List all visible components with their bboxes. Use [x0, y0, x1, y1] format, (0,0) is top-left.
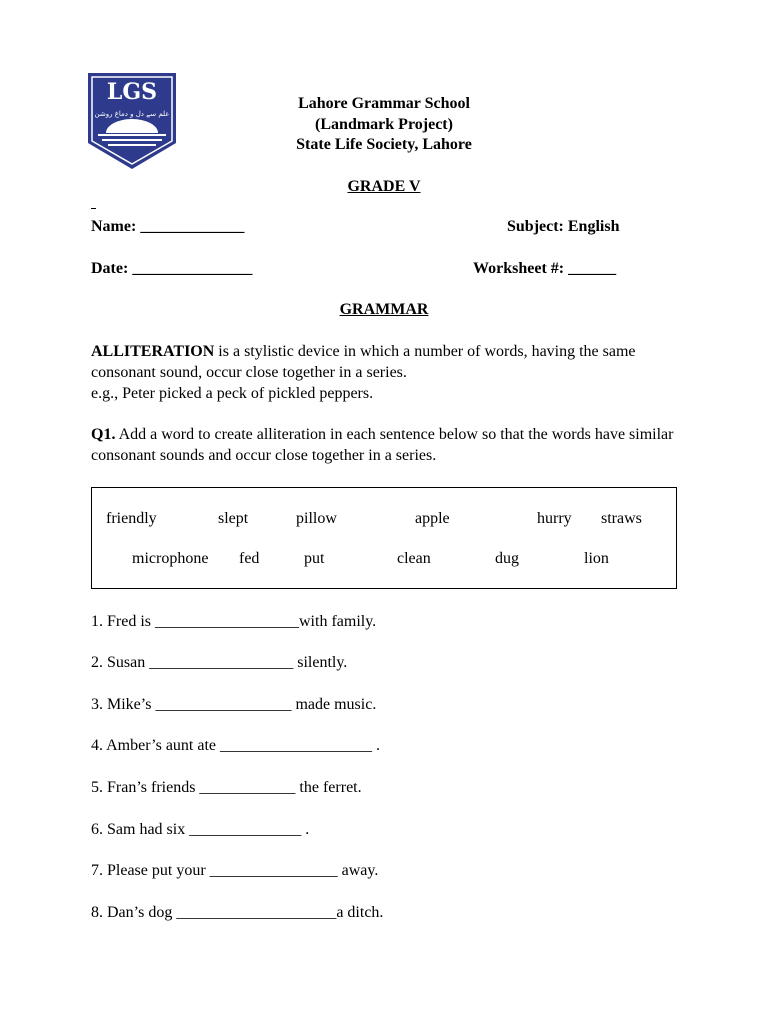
- item-text: Fred is __________________with family.: [103, 613, 377, 630]
- exercise-item-5[interactable]: [91, 778, 362, 798]
- question-paragraph: [91, 425, 681, 466]
- word-bank-item: microphone: [132, 550, 209, 567]
- item-number: 4.: [91, 737, 103, 754]
- definition-term: ALLITERATION: [91, 343, 215, 360]
- item-text: Fran’s friends ____________ the ferret.: [103, 779, 362, 796]
- worksheet-field[interactable]: Worksheet #: ______: [473, 260, 617, 277]
- grade-heading: GRADE V: [347, 178, 421, 195]
- stray-mark: [91, 208, 96, 209]
- word-bank-item: pillow: [296, 510, 337, 527]
- word-bank-item: dug: [495, 550, 519, 567]
- logo-text: LGS: [106, 79, 158, 105]
- name-field[interactable]: Name: _____________: [91, 218, 245, 235]
- date-field[interactable]: Date: _______________: [91, 260, 253, 277]
- school-name: Lahore Grammar School: [298, 95, 470, 112]
- definition-example: e.g., Peter picked a peck of pickled peppers.: [91, 385, 374, 402]
- exercise-item-1[interactable]: [91, 612, 376, 632]
- subject-field: Subject: English: [507, 218, 620, 235]
- item-text: Sam had six ______________ .: [103, 821, 310, 838]
- word-bank-item: hurry: [537, 510, 572, 527]
- item-number: 8.: [91, 904, 103, 921]
- word-bank-item: straws: [601, 510, 642, 527]
- item-text: Dan’s dog ____________________a ditch.: [103, 904, 384, 921]
- item-number: 5.: [91, 779, 103, 796]
- item-number: 7.: [91, 862, 103, 879]
- school-location: State Life Society, Lahore: [296, 136, 472, 153]
- item-text: Amber’s aunt ate ___________________ .: [103, 737, 381, 754]
- question-text: Add a word to create alliteration in each sentence below so that the words have similar consonant sounds and occur close together in a series.: [91, 426, 674, 464]
- item-text: Please put your ________________ away.: [103, 862, 379, 879]
- item-number: 2.: [91, 654, 103, 671]
- word-bank-item: friendly: [106, 510, 157, 527]
- item-text: Mike’s _________________ made music.: [103, 696, 377, 713]
- word-bank-item: lion: [584, 550, 609, 567]
- item-number: 3.: [91, 696, 103, 713]
- exercise-item-8[interactable]: [91, 903, 383, 923]
- school-project: (Landmark Project): [315, 116, 453, 133]
- exercise-item-7[interactable]: [91, 861, 378, 881]
- word-bank-item: apple: [415, 510, 450, 527]
- word-bank: [91, 487, 677, 589]
- section-title: GRAMMAR: [339, 301, 429, 318]
- item-text: Susan __________________ silently.: [103, 654, 348, 671]
- exercise-item-4[interactable]: [91, 736, 380, 756]
- definition-text: is a stylistic device in which a number of words, having the same consonant sound, occur close together in a series.: [91, 343, 636, 381]
- exercise-item-2[interactable]: [91, 653, 347, 673]
- exercise-item-6[interactable]: [91, 820, 309, 840]
- question-label: Q1.: [91, 426, 116, 443]
- word-bank-item: slept: [218, 510, 249, 527]
- exercise-item-3[interactable]: [91, 695, 376, 715]
- item-number: 6.: [91, 821, 103, 838]
- word-bank-item: fed: [239, 550, 260, 567]
- word-bank-item: clean: [397, 550, 431, 567]
- word-bank-item: put: [304, 550, 325, 567]
- logo-motto: علم سے دل و دماغ روشن: [94, 110, 170, 118]
- definition-paragraph: [91, 342, 681, 383]
- item-number: 1.: [91, 613, 103, 630]
